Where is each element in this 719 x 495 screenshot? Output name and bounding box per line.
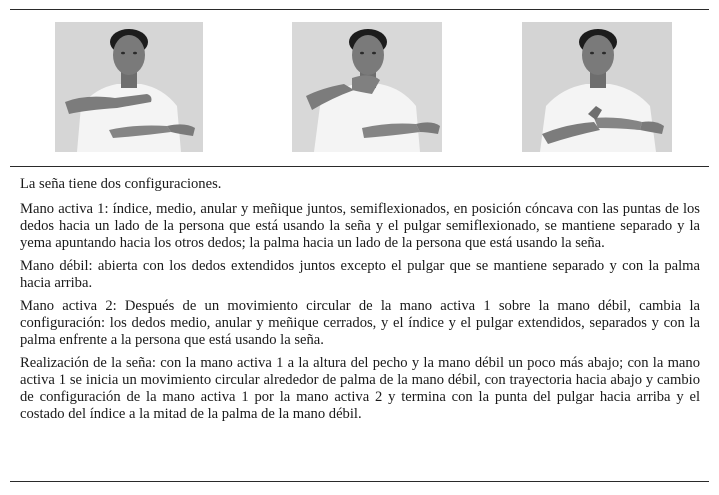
bottom-rule [10, 481, 709, 482]
intro-paragraph: La seña tiene dos configuraciones. [20, 176, 222, 192]
active-hand-2-paragraph: Mano activa 2: Después de un movimiento circular de la mano activa 1 sobre la mano débil, cambia la configuración: los dedos medio, anular y meñique cerrados, y el índice y el pulgar extendidos, separados y con la palma enfrente a la persona que está usando la seña. [20, 298, 700, 348]
sign-photo-2-image [292, 22, 442, 152]
sign-photo-3-image [522, 22, 672, 152]
execution-paragraph: Realización de la seña: con la mano activa 1 a la altura del pecho y la mano débil un poco más abajo; con la mano activa 1 se inicia un movimiento circular alrededor de palma de la mano débil, con trayectoria hacia abajo y cambio de configuración de la mano activa 1 por la mano activa 2 y termina con la punta del pulgar hacia arriba y el costado del índice a la mitad de la palma de la mano débil. [20, 355, 700, 422]
sign-photo-1-image [55, 22, 203, 152]
active-hand-1-paragraph: Mano activa 1: índice, medio, anular y meñique juntos, semiflexionados, en posición cóncava con las puntas de los dedos hacia un lado de la persona que está usando la seña y el pulgar semiflexionado, se mantiene separado y la yema apuntando hacia los otros dedos; la palma hacia un lado de la persona que está usando la seña. [20, 201, 700, 251]
photo-strip [0, 22, 719, 152]
weak-hand-paragraph: Mano débil: abierta con los dedos extendidos juntos excepto el pulgar que se mantiene separado y con la palma hacia arriba. [20, 258, 700, 291]
middle-rule [10, 166, 709, 167]
sign-photo-3 [522, 22, 672, 152]
sign-photo-1 [55, 22, 203, 152]
sign-description [20, 176, 700, 429]
sign-photo-2 [292, 22, 442, 152]
top-rule [10, 9, 709, 10]
